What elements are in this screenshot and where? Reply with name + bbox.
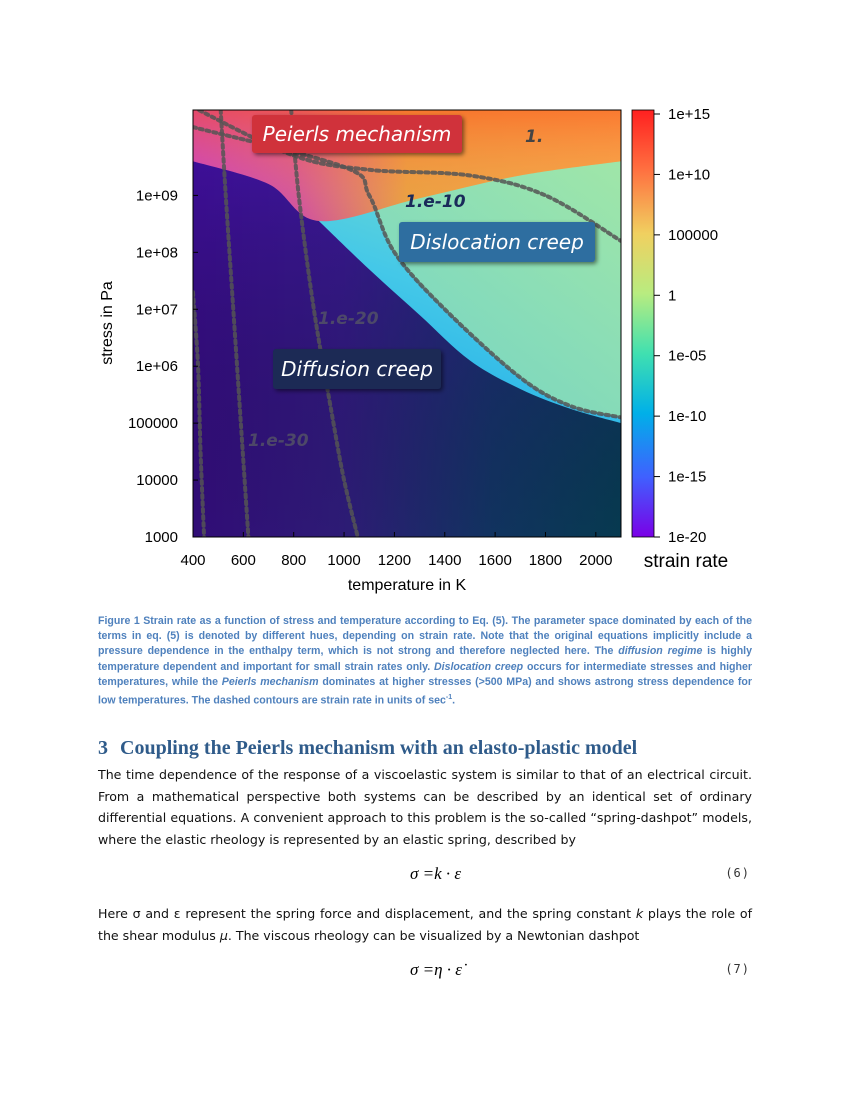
x-tick-label: 1200 [377, 552, 412, 569]
paragraph-2-mu: μ [219, 927, 228, 943]
y-tick-label: 1e+06 [135, 358, 178, 376]
peierls-label-text: Peierls mechanism [262, 122, 452, 146]
caption-text-5: . [452, 694, 456, 707]
caption-em-diffusion: diffusion regime [618, 645, 703, 658]
y-tick-label: 10000 [136, 472, 178, 490]
colorbar-label: strain rate [643, 551, 729, 572]
paragraph-2-text-c: . The viscous rheology can be visualized by a Newtonian dashpot [227, 927, 640, 943]
colorbar-tick-label: 1e+10 [668, 166, 711, 184]
y-tick-label: 1e+08 [135, 244, 178, 262]
equation-6-number: (6) [725, 866, 750, 880]
colorbar-tick-label: 1e-15 [668, 468, 707, 486]
x-tick-label: 400 [180, 552, 206, 569]
caption-text-2: is highly temperature dependent and important for small strain rates only. [98, 645, 753, 673]
y-axis-label: stress in Pa [99, 281, 116, 365]
y-tick-label: 1000 [144, 529, 178, 546]
x-axis-ticks [180, 532, 612, 569]
x-tick-label: 2000 [579, 552, 613, 569]
x-axis-label: temperature in K [347, 577, 467, 594]
section-title-text: Coupling the Peierls mechanism with an elasto-plastic model [120, 737, 638, 759]
contour-label-1e-20: 1.e-20 [318, 309, 379, 329]
colorbar-tick-label: 1e-20 [668, 529, 707, 546]
caption-text-3: occurs for intermediate stresses and higher temperatures, while the [98, 660, 752, 688]
plot-area [193, 107, 621, 543]
y-axis-ticks [128, 187, 198, 546]
contour-label-1e-30: 1.e-30 [248, 431, 309, 451]
caption-em-dislocation: Dislocation creep [433, 660, 524, 673]
colorbar-tick-label: 1e-10 [668, 408, 707, 426]
diffusion-label-text: Diffusion creep [281, 357, 433, 381]
diffusion-label [273, 349, 441, 389]
equation-7-number: (7) [725, 962, 750, 976]
colorbar-tick-label: 1 [668, 287, 677, 305]
paragraph-1: The time dependence of the response of a viscoelastic system is similar to that of an electrical circuit. From a mathematical perspective both systems can be described by an identical set of ordinary differential equations. A convenient approach to this problem is the so-called “spring-dashpot” models, where the elastic rheology is represented by an elastic spring, described by [98, 767, 752, 847]
paragraph-2-k: k [635, 906, 644, 921]
dislocation-label [399, 222, 595, 262]
x-tick-label: 600 [230, 552, 256, 569]
contour-label-1: 1. [525, 127, 544, 147]
colorbar-tick-label: 100000 [668, 226, 719, 244]
paragraph-2-text-b: plays the role of the shear modulus [98, 906, 753, 943]
colorbar-tick-label: 1e+15 [668, 106, 711, 123]
figure-caption [98, 614, 752, 709]
y-tick-label: 1e+07 [135, 301, 178, 319]
colorbar [632, 110, 654, 537]
section-heading [98, 737, 798, 760]
colorbar-tick-label: 1e-05 [668, 347, 707, 365]
paragraph-2-text-a: Here σ and ε represent the spring force and displacement, and the spring constant [98, 906, 636, 921]
caption-text-1: Figure 1 Strain rate as a function of stress and temperature according to Eq. (5). The parameter space dominated by each of the terms in eq. (5) is denoted by different hues, depending on strain rate. Note that the original equations implicitly include a pressure dependence in the enthalpy term, which is not strong and therefore neglected here. The [98, 615, 752, 658]
colorbar-ticks [654, 106, 718, 546]
x-tick-label: 1600 [478, 552, 512, 569]
x-tick-label: 1000 [327, 552, 361, 569]
paragraph-2 [98, 903, 752, 946]
x-tick-label: 1400 [428, 552, 462, 569]
equation-7-formula: σ =η · ε̇ [410, 960, 462, 979]
x-tick-label: 1800 [528, 552, 563, 569]
equation-6-formula: σ =k · ε [410, 864, 462, 883]
caption-text-4: dominates at higher stresses (>500 MPa) and shows astrong stress dependence for low temperatures. The dashed contours are strain rate in units of sec [98, 675, 752, 707]
dislocation-label-text: Dislocation creep [410, 230, 584, 254]
contour-label-1e-10: 1.e-10 [405, 192, 466, 212]
y-tick-label: 1e+09 [135, 187, 178, 205]
y-tick-label: 100000 [127, 415, 178, 433]
section-number: 3 [98, 737, 108, 759]
peierls-label [252, 115, 462, 153]
caption-em-peierls: Peierls mechanism [221, 675, 319, 688]
caption-superscript: -1 [445, 694, 453, 702]
x-tick-label: 800 [281, 552, 307, 569]
